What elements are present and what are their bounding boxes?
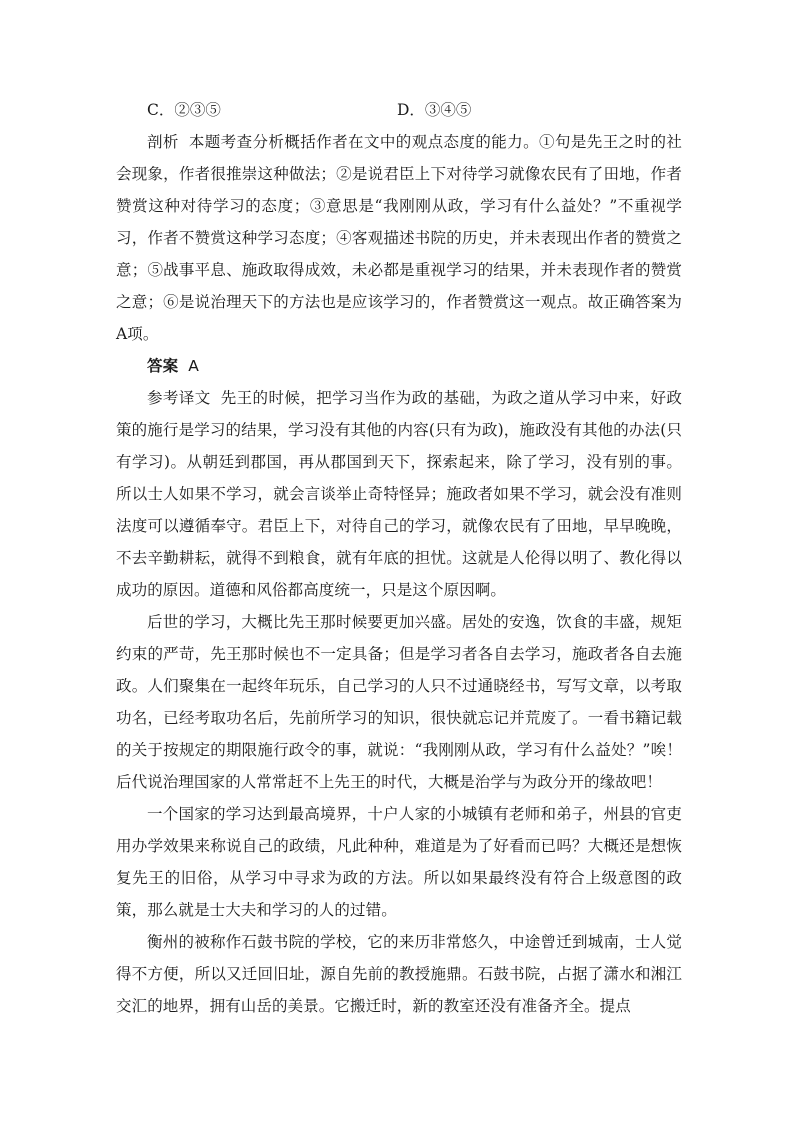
- analysis-label: 剖析: [147, 133, 179, 151]
- document-page: [116, 94, 682, 1022]
- option-d: D．③④⑤: [397, 101, 472, 119]
- answer-label: 答案: [147, 357, 179, 375]
- answer-options-row: [116, 94, 682, 126]
- analysis-text: 本题考查分析概括作者在文中的观点态度的能力。①句是先王之时的社会现象，作者很推崇这种做法；②是说君臣上下对待学习就像农民有了田地，作者赞赏这种对待学习的态度；③意思是“我刚刚从政，学习有什么益处？”不重视学习，作者不赞赏这种学习态度；④客观描述书院的历史，并未表现出作者的赞赏之意；⑤战事平息、施政取得成效，未必都是重视学习的结果，并未表现作者的赞赏之意；⑥是说治理天下的方法也是应该学习的，作者赞赏这一观点。故正确答案为A项。: [116, 133, 682, 343]
- option-c: C．②③⑤: [147, 101, 221, 119]
- translation-label: 参考译文: [147, 389, 211, 407]
- translation-paragraph-4: 衡州的被称作石鼓书院的学校，它的来历非常悠久，中途曾迁到城南，士人觉得不方便，所以又迁回旧址，源自先前的教授施鼎。石鼓书院，占据了潇水和湘江交汇的地界，拥有山岳的美景。它搬迁时，新的教室还没有准备齐全。提点: [116, 933, 682, 1015]
- answer-value: A: [188, 357, 199, 375]
- answer-paragraph: [116, 350, 682, 382]
- analysis-paragraph: [116, 126, 682, 350]
- translation-paragraph-3: 一个国家的学习达到最高境界，十户人家的小城镇有老师和弟子，州县的官吏用办学效果来称说自己的政绩，凡此种种，难道是为了好看而已吗？大概还是想恢复先王的旧俗，从学习中寻求为政的方法。所以如果最终没有符合上级意图的政策，那么就是士大夫和学习的人的过错。: [116, 805, 682, 919]
- translation-paragraph-1: [116, 382, 682, 606]
- translation-text-1: 先王的时候，把学习当作为政的基础，为政之道从学习中来，好政策的施行是学习的结果，学习没有其他的内容(只有为政)，施政没有其他的办法(只有学习)。从朝廷到郡国，再从郡国到天下，探索起来，除了学习，没有别的事。所以士人如果不学习，就会言谈举止奇特怪异；施政者如果不学习，就会没有准则法度可以遵循奉守。君臣上下，对待自己的学习，就像农民有了田地，早早晚晚，不去辛勤耕耘，就得不到粮食，就有年底的担忧。这就是人伦得以明了、教化得以成功的原因。道德和风俗都高度统一，只是这个原因啊。: [116, 389, 683, 599]
- translation-paragraph-2: 后世的学习，大概比先王那时候要更加兴盛。居处的安逸，饮食的丰盛，规矩约束的严苛，先王那时候也不一定具备；但是学习者各自去学习，施政者各自去施政。人们聚集在一起终年玩乐，自己学习的人只不过通晓经书，写写文章，以考取功名，已经考取功名后，先前所学习的知识，很快就忘记并荒废了。一看书籍记载的关于按规定的期限施行政令的事，就说：“我刚刚从政，学习有什么益处？”唉！后代说治理国家的人常常赶不上先王的时代，大概是治学与为政分开的缘故吧！: [116, 613, 682, 791]
